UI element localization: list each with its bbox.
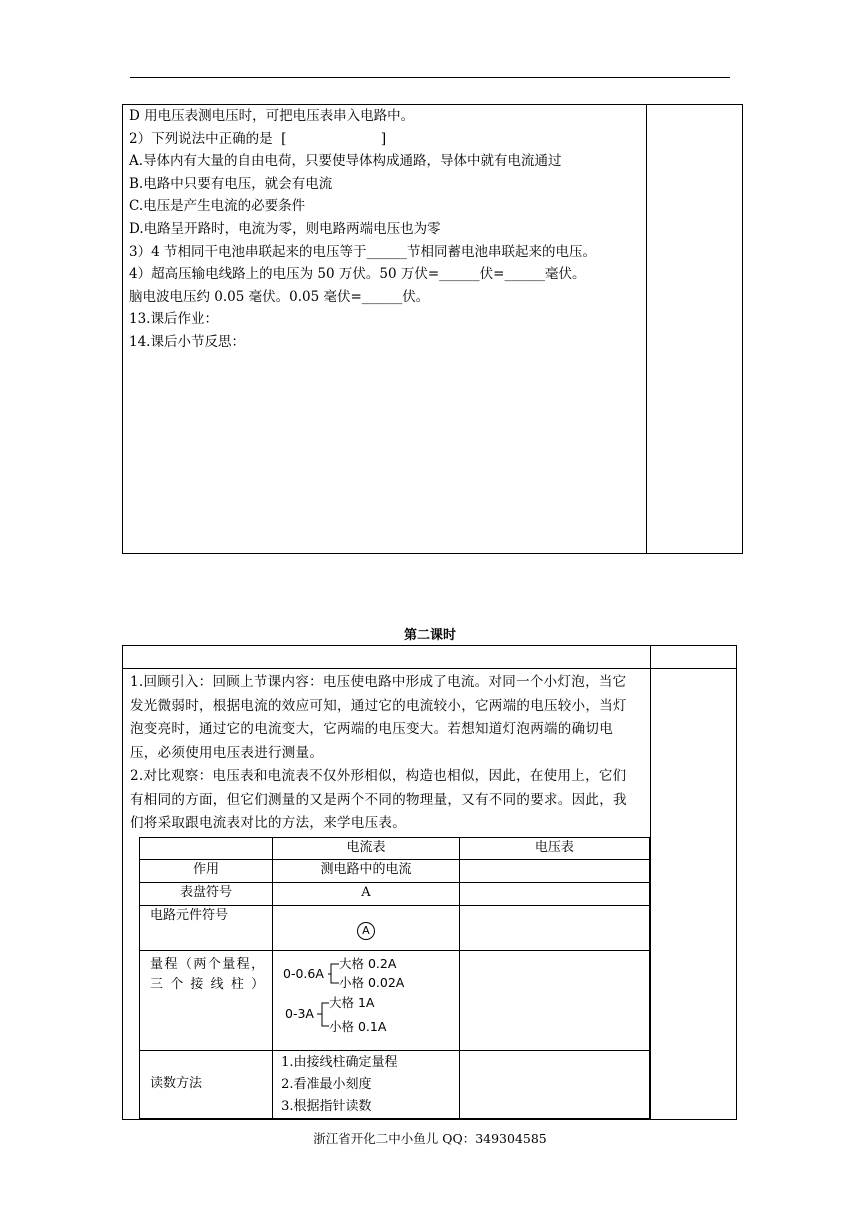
row-label-read: 读数方法 bbox=[140, 1050, 273, 1118]
page-footer: 浙江省开化二中小鱼儿 QQ：349304585 bbox=[313, 1131, 547, 1146]
text-line: 脑电波电压约 0.05 毫伏。0.05 毫伏=______伏。 bbox=[129, 288, 430, 305]
range-3-big: 大格 1A bbox=[329, 994, 375, 1010]
text-line: D.电路呈开路时，电流为零，则电路两端电压也为零 bbox=[129, 220, 441, 237]
section-title: 第二课时 bbox=[403, 628, 456, 643]
range-06-bracket bbox=[328, 964, 339, 983]
header-notes-cell bbox=[651, 646, 737, 669]
range-06-big: 大格 0.2A bbox=[339, 955, 397, 971]
lesson-table bbox=[122, 645, 737, 1120]
row-label-range: 量程（两个量程，三个接线柱） bbox=[140, 950, 273, 1050]
corner-cell bbox=[140, 837, 273, 859]
cell-read-voltmeter bbox=[459, 1050, 649, 1118]
ammeter-symbol-icon: A bbox=[357, 922, 375, 940]
cell-read-ammeter bbox=[273, 1050, 460, 1118]
compare-table bbox=[139, 837, 650, 1119]
paragraph-review: 1.回顾引入：回顾上节课内容：电压使电路中形成了电流。对同一个小灯泡，当它发光微弱时，根据电流的效应可知，通过它的电流较小，它两端的电压较小，当灯泡变亮时，通过它的电流变大，它两端的电压变大。若想知道灯泡两端的确切电压，必须使用电压表进行测量。 bbox=[130, 674, 627, 761]
col-header-voltmeter: 电压表 bbox=[459, 837, 649, 859]
cell-symbol-ammeter bbox=[273, 905, 460, 950]
range-diagram bbox=[273, 951, 451, 1043]
range-3-bracket bbox=[317, 1003, 329, 1026]
text-line: 3）4 节相同干电池串联起来的电压等于______节相同蓄电池串联起来的电压。 bbox=[129, 243, 596, 260]
row-label-symbol: 电路元件符号 bbox=[140, 905, 273, 950]
range-06-label: 0-0.6A bbox=[283, 965, 324, 981]
paragraph-compare: 2.对比观察：电压表和电流表不仅外形相似，构造也相似，因此，在使用上，它们有相同的方面，但它们测量的又是两个不同的物理量，又有不同的要求。因此，我们将采取跟电流表对比的方法，来学电压表。 bbox=[130, 768, 627, 831]
read-step: 1.由接线柱确定量程 bbox=[281, 1054, 398, 1070]
read-step: 2.看准最小刻度 bbox=[281, 1076, 372, 1092]
notes-cell bbox=[647, 105, 743, 554]
header-cell bbox=[123, 646, 651, 669]
row-label-function: 作用 bbox=[140, 859, 273, 882]
col-header-ammeter: 电流表 bbox=[273, 837, 460, 859]
text-line: 4）超高压输电线路上的电压为 50 万伏。50 万伏=______伏=______毫伏。 bbox=[129, 266, 586, 283]
cell-dial-voltmeter bbox=[459, 882, 649, 905]
range-3-small: 小格 0.1A bbox=[329, 1018, 387, 1034]
text-line: D 用电压表测电压时，可把电压表串入电路中。 bbox=[129, 108, 415, 124]
cell-range-voltmeter bbox=[459, 950, 649, 1050]
row-label-dial: 表盘符号 bbox=[140, 882, 273, 905]
cell-function-ammeter: 测电路中的电流 bbox=[273, 859, 460, 882]
cell-range-ammeter bbox=[273, 950, 460, 1050]
text-line: A.导体内有大量的自由电荷，只要使导体构成通路，导体中就有电流通过 bbox=[129, 153, 562, 170]
exercise-content-cell bbox=[123, 105, 647, 554]
range-06-small: 小格 0.02A bbox=[339, 974, 405, 990]
header-rule bbox=[130, 77, 730, 78]
cell-function-voltmeter bbox=[459, 859, 649, 882]
lesson-notes-cell bbox=[651, 669, 737, 1120]
text-line: 13.课后作业： bbox=[129, 311, 218, 328]
text-line: 14.课后小节反思： bbox=[129, 333, 245, 350]
text-line: 2）下列说法中正确的是 [ ] bbox=[129, 130, 387, 147]
cell-symbol-voltmeter bbox=[459, 905, 649, 950]
range-3-label: 0-3A bbox=[285, 1005, 315, 1021]
text-line: C.电压是产生电流的必要条件 bbox=[129, 198, 306, 215]
text-line: B.电路中只要有电压，就会有电流 bbox=[129, 175, 333, 192]
exercise-table bbox=[122, 104, 743, 554]
lesson-content-cell bbox=[123, 669, 651, 1120]
read-step: 3.根据指针读数 bbox=[281, 1098, 372, 1114]
cell-dial-ammeter: A bbox=[273, 882, 460, 905]
